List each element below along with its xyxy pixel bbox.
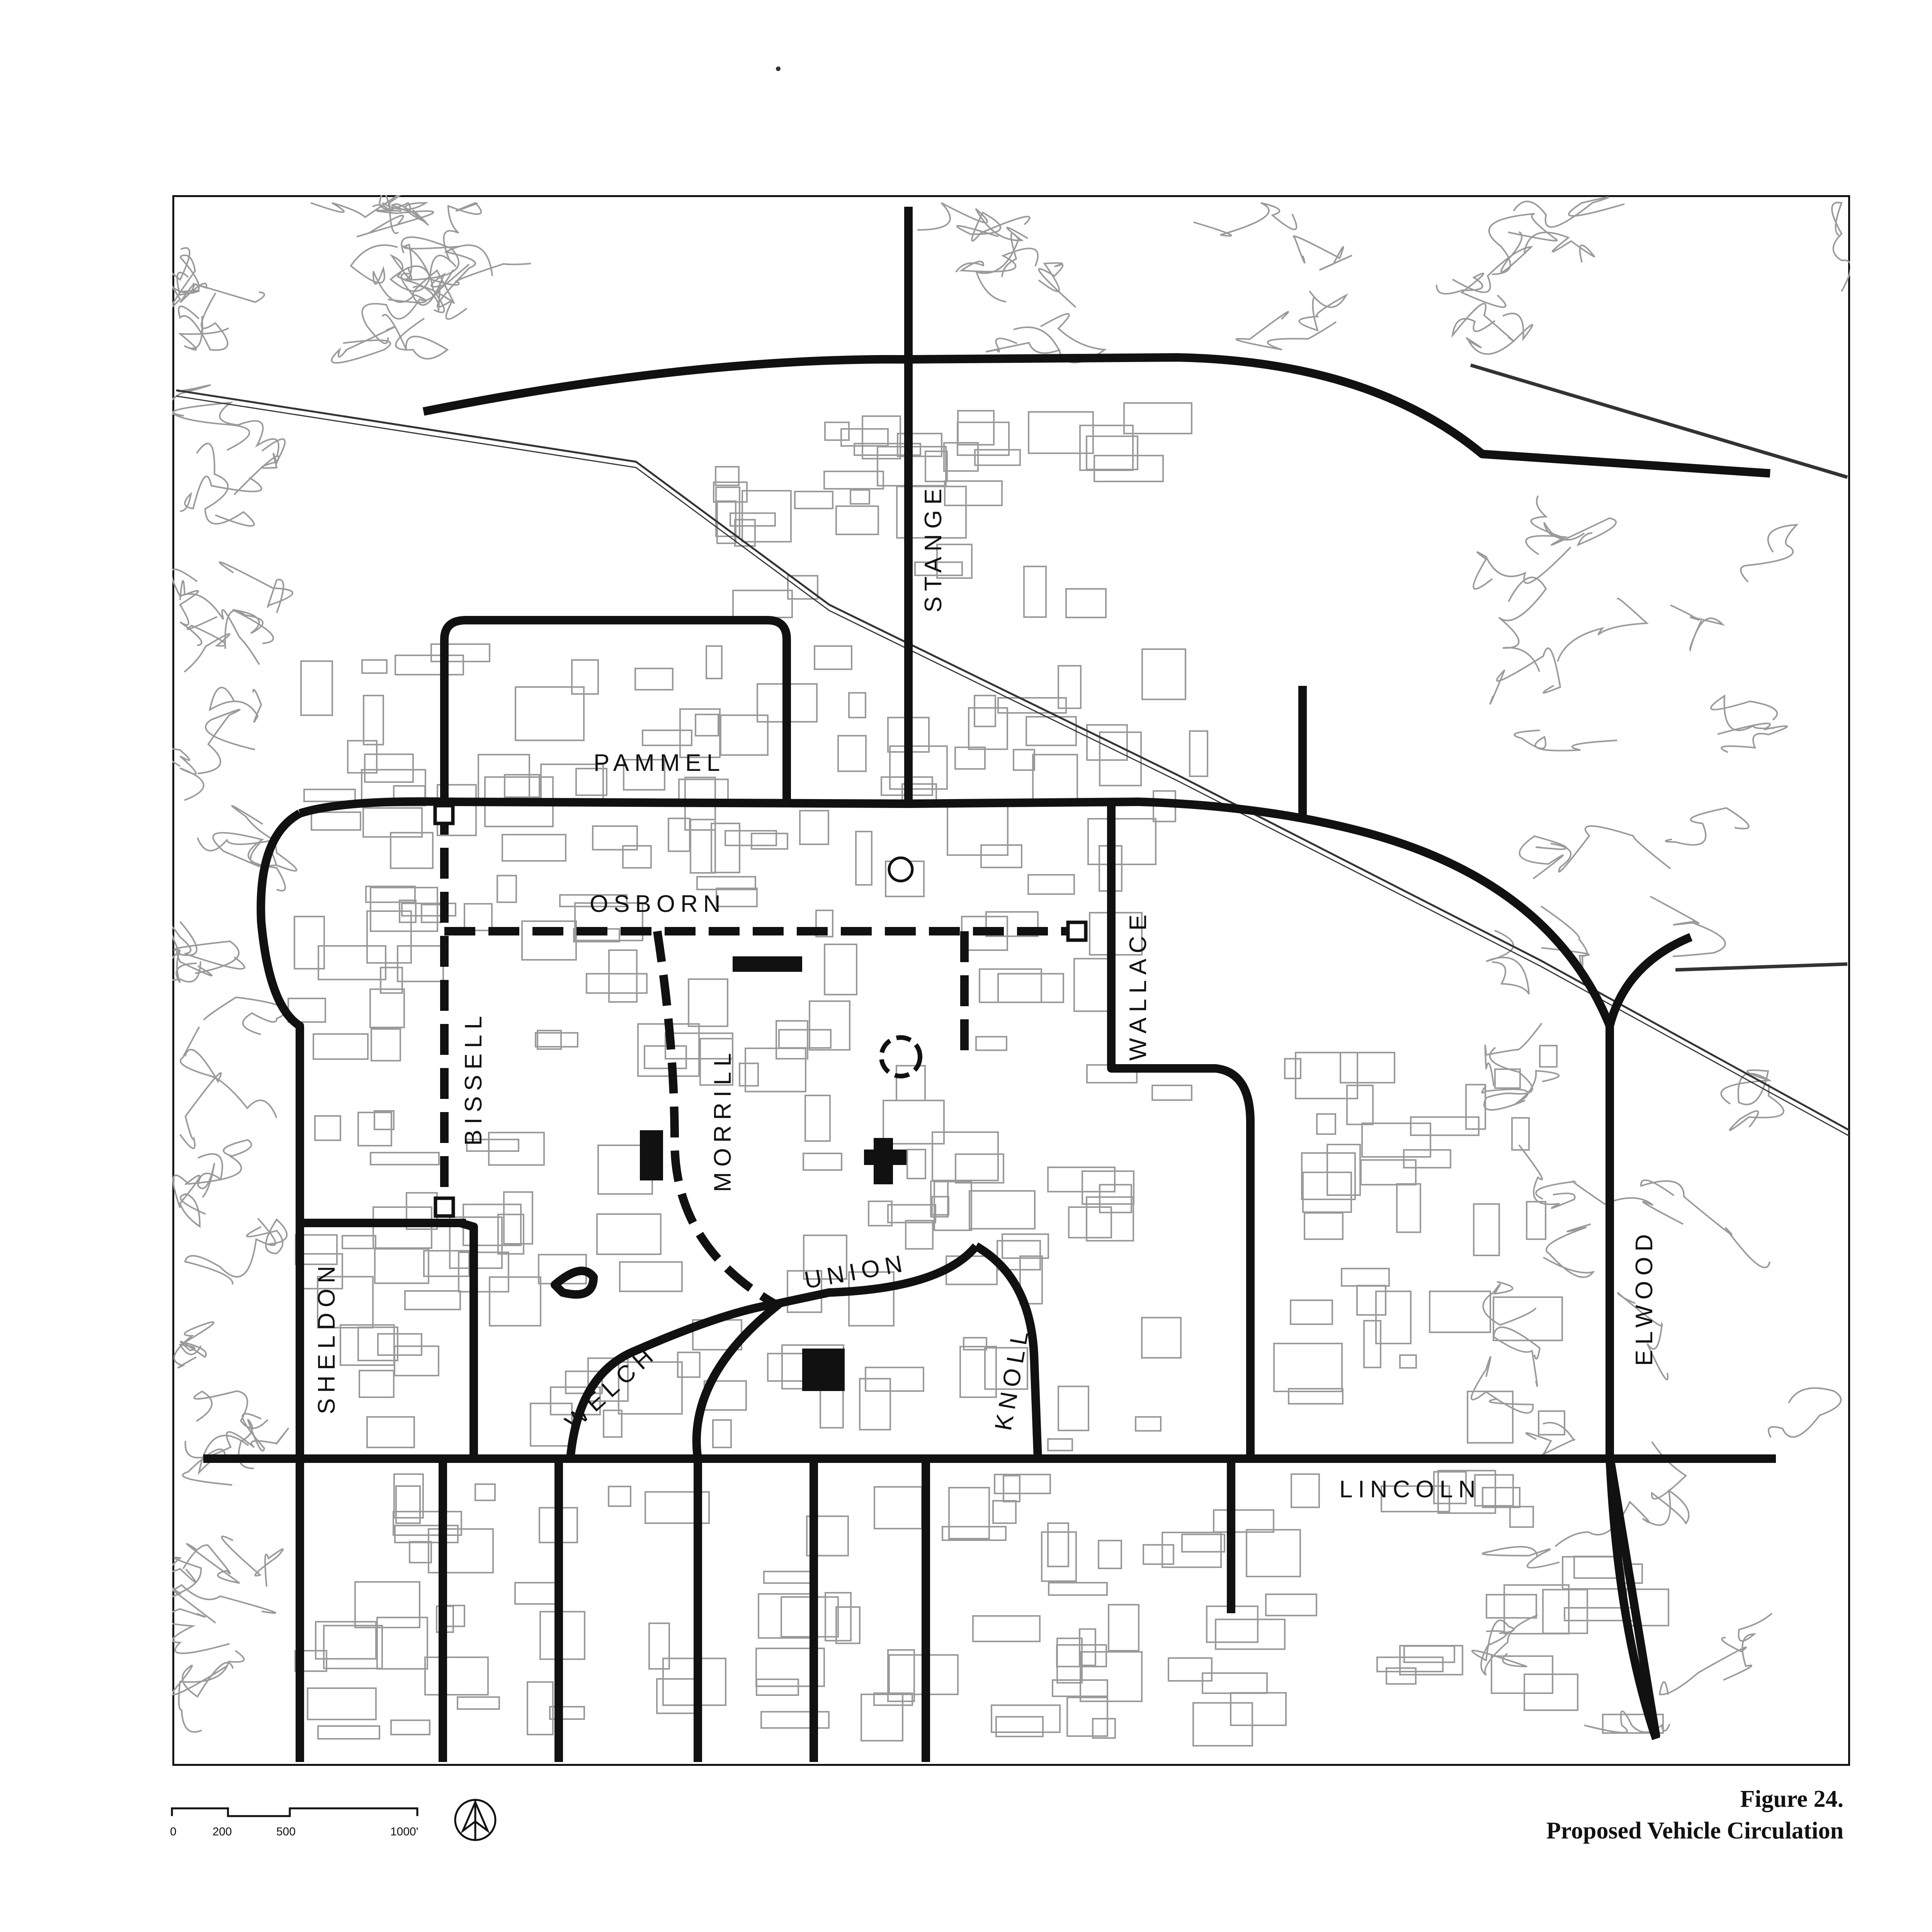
figure-caption [1546, 1783, 1844, 1847]
map-border [173, 196, 1849, 1765]
figure-number: Figure 24. [1740, 1786, 1844, 1812]
gate-marker [1068, 922, 1086, 940]
scale-bar [170, 1801, 556, 1847]
street-label-union: UNION [802, 1249, 910, 1294]
gate-marker [435, 806, 453, 823]
scale-label-500: 500 [276, 1825, 296, 1838]
street-label-lincoln: LINCOLN [1339, 1476, 1481, 1503]
north-arrow-icon [452, 1797, 498, 1843]
traffic-circle [889, 858, 912, 881]
gate-marker [435, 1198, 453, 1216]
figure-title: Proposed Vehicle Circulation [1546, 1818, 1844, 1844]
street-label-knoll: KNOLL [990, 1324, 1035, 1433]
page-speck [776, 66, 781, 71]
street-label-morrill: MORRILL [709, 1048, 736, 1192]
street-label-elwood: ELWOOD [1631, 1229, 1658, 1366]
scale-label-0: 0 [170, 1825, 177, 1838]
scale-label-1000: 1000' [390, 1825, 418, 1838]
street-label-welch: WELCH [560, 1340, 662, 1436]
street-label-stange: STANGE [920, 483, 947, 612]
street-label-wallace: WALLACE [1125, 909, 1151, 1061]
street-label-osborn: OSBORN [590, 891, 726, 917]
street-label-sheldon: SHELDON [313, 1260, 340, 1414]
campus-map [172, 195, 1850, 1766]
street-label-pammel: PAMMEL [594, 750, 726, 776]
street-label-bissell: BISSELL [460, 1010, 487, 1146]
scale-label-200: 200 [213, 1825, 232, 1838]
